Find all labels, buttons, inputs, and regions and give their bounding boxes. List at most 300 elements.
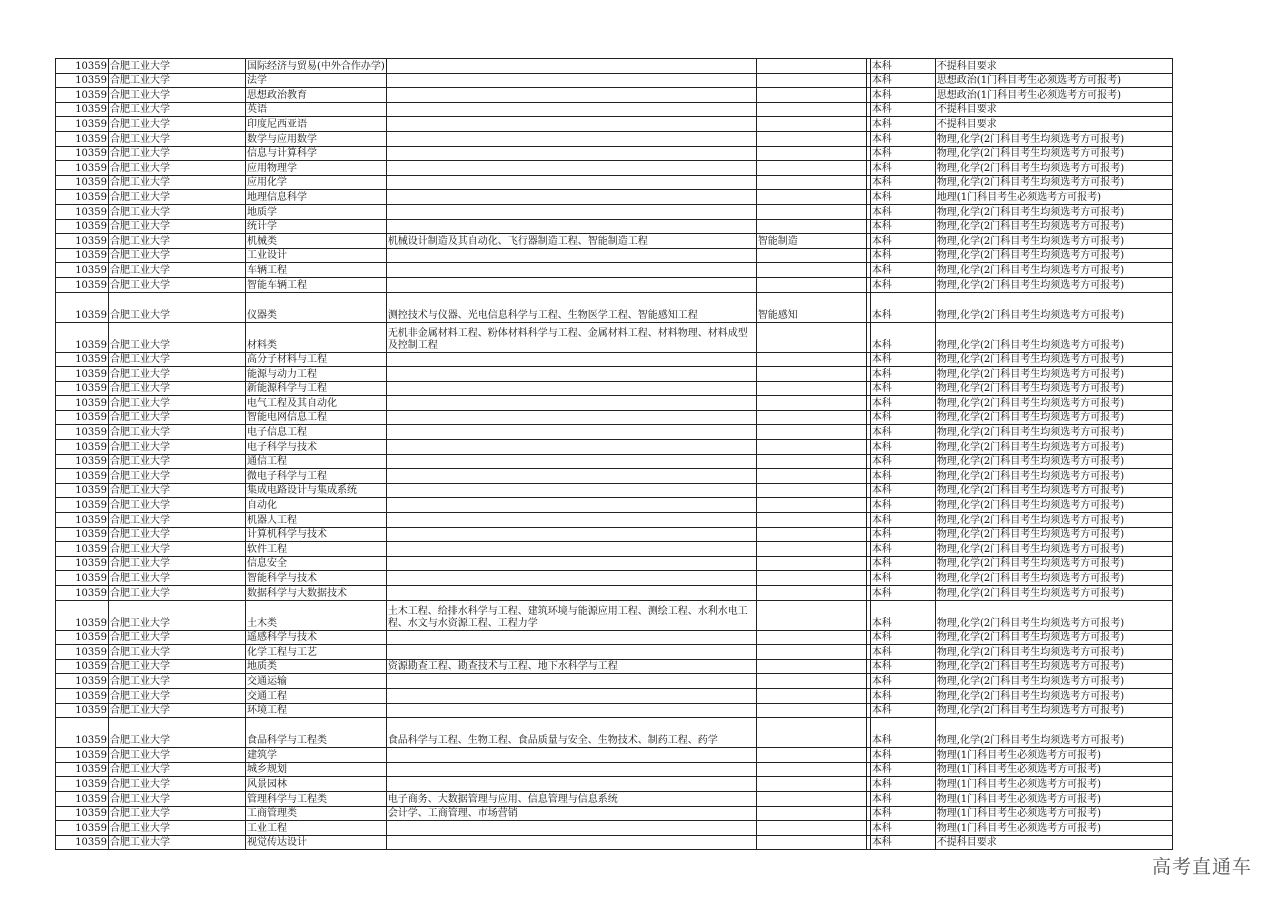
included-majors-cell: 会计学、工商管理、市场营销 xyxy=(386,806,756,821)
school-code-cell: 10359 xyxy=(56,542,109,557)
table-row xyxy=(56,204,1173,219)
level-cell: 本科 xyxy=(870,762,935,777)
subject-requirement-cell: 物理,化学(2门科目考生均须选考方可报考) xyxy=(935,367,1172,382)
included-majors-cell xyxy=(386,688,756,703)
table-row xyxy=(56,645,1173,660)
included-majors-cell: 无机非金属材料工程、粉体材料科学与工程、金属材料工程、材料物理、材料成型及控制工程 xyxy=(386,322,756,352)
experimental-class-cell xyxy=(756,410,866,425)
level-cell: 本科 xyxy=(870,748,935,763)
school-name-cell: 合肥工业大学 xyxy=(109,527,246,542)
school-code-cell: 10359 xyxy=(56,367,109,382)
experimental-class-cell xyxy=(756,703,866,718)
school-code-cell: 10359 xyxy=(56,352,109,367)
table-row xyxy=(56,367,1173,382)
major-name-cell: 应用物理学 xyxy=(246,161,387,176)
school-name-cell: 合肥工业大学 xyxy=(109,59,246,74)
school-name-cell: 合肥工业大学 xyxy=(109,161,246,176)
major-name-cell: 微电子科学与工程 xyxy=(246,469,387,484)
experimental-class-cell: 智能感知 xyxy=(756,292,866,322)
experimental-class-cell xyxy=(756,425,866,440)
experimental-class-cell xyxy=(756,73,866,88)
school-name-cell: 合肥工业大学 xyxy=(109,440,246,455)
major-name-cell: 英语 xyxy=(246,102,387,117)
school-name-cell: 合肥工业大学 xyxy=(109,410,246,425)
table-row xyxy=(56,248,1173,263)
table-row xyxy=(56,396,1173,411)
school-name-cell: 合肥工业大学 xyxy=(109,248,246,263)
major-name-cell: 电子科学与技术 xyxy=(246,440,387,455)
table-row xyxy=(56,146,1173,161)
admission-requirements-table xyxy=(55,58,1173,850)
major-name-cell: 集成电路设计与集成系统 xyxy=(246,483,387,498)
school-name-cell: 合肥工业大学 xyxy=(109,102,246,117)
level-cell: 本科 xyxy=(870,175,935,190)
subject-requirement-cell: 物理,化学(2门科目考生均须选考方可报考) xyxy=(935,556,1172,571)
subject-requirement-cell: 物理,化学(2门科目考生均须选考方可报考) xyxy=(935,454,1172,469)
table-row xyxy=(56,542,1173,557)
table-row xyxy=(56,762,1173,777)
school-name-cell: 合肥工业大学 xyxy=(109,88,246,103)
experimental-class-cell xyxy=(756,821,866,836)
level-cell: 本科 xyxy=(870,674,935,689)
table-row xyxy=(56,59,1173,74)
level-cell: 本科 xyxy=(870,791,935,806)
school-code-cell: 10359 xyxy=(56,381,109,396)
major-name-cell: 数学与应用数学 xyxy=(246,131,387,146)
school-name-cell: 合肥工业大学 xyxy=(109,322,246,352)
subject-requirement-cell: 物理,化学(2门科目考生均须选考方可报考) xyxy=(935,352,1172,367)
included-majors-cell xyxy=(386,542,756,557)
experimental-class-cell xyxy=(756,204,866,219)
table-body xyxy=(56,59,1173,850)
included-majors-cell xyxy=(386,161,756,176)
included-majors-cell xyxy=(386,454,756,469)
subject-requirement-cell: 物理(1门科目考生必须选考方可报考) xyxy=(935,762,1172,777)
table-row xyxy=(56,219,1173,234)
table-row xyxy=(56,322,1173,352)
level-cell: 本科 xyxy=(870,248,935,263)
major-name-cell: 机器人工程 xyxy=(246,513,387,528)
subject-requirement-cell: 物理,化学(2门科目考生均须选考方可报考) xyxy=(935,131,1172,146)
school-name-cell: 合肥工业大学 xyxy=(109,483,246,498)
included-majors-cell: 电子商务、大数据管理与应用、信息管理与信息系统 xyxy=(386,791,756,806)
school-name-cell: 合肥工业大学 xyxy=(109,263,246,278)
table-row xyxy=(56,469,1173,484)
school-name-cell: 合肥工业大学 xyxy=(109,175,246,190)
included-majors-cell xyxy=(386,440,756,455)
level-cell: 本科 xyxy=(870,102,935,117)
subject-requirement-cell: 物理,化学(2门科目考生均须选考方可报考) xyxy=(935,586,1172,601)
level-cell: 本科 xyxy=(870,292,935,322)
experimental-class-cell xyxy=(756,59,866,74)
school-name-cell: 合肥工业大学 xyxy=(109,381,246,396)
table-row xyxy=(56,600,1173,630)
school-name-cell: 合肥工业大学 xyxy=(109,791,246,806)
watermark-logo: 高考直通车 xyxy=(1151,856,1252,878)
included-majors-cell xyxy=(386,175,756,190)
experimental-class-cell xyxy=(756,688,866,703)
school-name-cell: 合肥工业大学 xyxy=(109,219,246,234)
subject-requirement-cell: 不提科目要求 xyxy=(935,117,1172,132)
school-code-cell: 10359 xyxy=(56,556,109,571)
major-name-cell: 车辆工程 xyxy=(246,263,387,278)
included-majors-cell xyxy=(386,73,756,88)
school-code-cell: 10359 xyxy=(56,688,109,703)
major-name-cell: 环境工程 xyxy=(246,703,387,718)
subject-requirement-cell: 物理,化学(2门科目考生均须选考方可报考) xyxy=(935,542,1172,557)
included-majors-cell xyxy=(386,821,756,836)
included-majors-cell xyxy=(386,102,756,117)
level-cell: 本科 xyxy=(870,821,935,836)
school-code-cell: 10359 xyxy=(56,718,109,748)
subject-requirement-cell: 物理,化学(2门科目考生均须选考方可报考) xyxy=(935,248,1172,263)
school-name-cell: 合肥工业大学 xyxy=(109,425,246,440)
level-cell: 本科 xyxy=(870,645,935,660)
subject-requirement-cell: 地理(1门科目考生必须选考方可报考) xyxy=(935,190,1172,205)
major-name-cell: 工业工程 xyxy=(246,821,387,836)
table-row xyxy=(56,277,1173,292)
school-code-cell: 10359 xyxy=(56,645,109,660)
table-row xyxy=(56,440,1173,455)
school-name-cell: 合肥工业大学 xyxy=(109,234,246,249)
experimental-class-cell xyxy=(756,527,866,542)
major-name-cell: 机械类 xyxy=(246,234,387,249)
major-name-cell: 自动化 xyxy=(246,498,387,513)
major-name-cell: 遥感科学与技术 xyxy=(246,630,387,645)
subject-requirement-cell: 物理,化学(2门科目考生均须选考方可报考) xyxy=(935,204,1172,219)
experimental-class-cell xyxy=(756,674,866,689)
included-majors-cell xyxy=(386,131,756,146)
major-name-cell: 信息安全 xyxy=(246,556,387,571)
level-cell: 本科 xyxy=(870,410,935,425)
table-row xyxy=(56,498,1173,513)
school-name-cell: 合肥工业大学 xyxy=(109,277,246,292)
experimental-class-cell xyxy=(756,440,866,455)
experimental-class-cell xyxy=(756,175,866,190)
level-cell: 本科 xyxy=(870,513,935,528)
school-name-cell: 合肥工业大学 xyxy=(109,703,246,718)
experimental-class-cell xyxy=(756,571,866,586)
included-majors-cell xyxy=(386,219,756,234)
school-code-cell: 10359 xyxy=(56,102,109,117)
school-code-cell: 10359 xyxy=(56,762,109,777)
included-majors-cell xyxy=(386,748,756,763)
major-name-cell: 计算机科学与技术 xyxy=(246,527,387,542)
subject-requirement-cell: 物理,化学(2门科目考生均须选考方可报考) xyxy=(935,513,1172,528)
subject-requirement-cell: 物理(1门科目考生必须选考方可报考) xyxy=(935,791,1172,806)
school-code-cell: 10359 xyxy=(56,175,109,190)
subject-requirement-cell: 物理,化学(2门科目考生均须选考方可报考) xyxy=(935,645,1172,660)
school-name-cell: 合肥工业大学 xyxy=(109,835,246,850)
school-code-cell: 10359 xyxy=(56,821,109,836)
experimental-class-cell xyxy=(756,102,866,117)
experimental-class-cell xyxy=(756,762,866,777)
school-name-cell: 合肥工业大学 xyxy=(109,821,246,836)
school-name-cell: 合肥工业大学 xyxy=(109,454,246,469)
school-name-cell: 合肥工业大学 xyxy=(109,131,246,146)
subject-requirement-cell: 物理,化学(2门科目考生均须选考方可报考) xyxy=(935,483,1172,498)
included-majors-cell xyxy=(386,645,756,660)
level-cell: 本科 xyxy=(870,131,935,146)
included-majors-cell xyxy=(386,367,756,382)
school-name-cell: 合肥工业大学 xyxy=(109,190,246,205)
level-cell: 本科 xyxy=(870,263,935,278)
experimental-class-cell xyxy=(756,190,866,205)
level-cell: 本科 xyxy=(870,322,935,352)
included-majors-cell xyxy=(386,117,756,132)
experimental-class-cell xyxy=(756,161,866,176)
included-majors-cell xyxy=(386,674,756,689)
subject-requirement-cell: 物理,化学(2门科目考生均须选考方可报考) xyxy=(935,322,1172,352)
major-name-cell: 城乡规划 xyxy=(246,762,387,777)
table-row xyxy=(56,821,1173,836)
level-cell: 本科 xyxy=(870,88,935,103)
major-name-cell: 交通运输 xyxy=(246,674,387,689)
experimental-class-cell xyxy=(756,542,866,557)
experimental-class-cell xyxy=(756,806,866,821)
major-name-cell: 智能电网信息工程 xyxy=(246,410,387,425)
school-code-cell: 10359 xyxy=(56,454,109,469)
major-name-cell: 应用化学 xyxy=(246,175,387,190)
experimental-class-cell xyxy=(756,131,866,146)
subject-requirement-cell: 物理,化学(2门科目考生均须选考方可报考) xyxy=(935,600,1172,630)
table-row xyxy=(56,556,1173,571)
level-cell: 本科 xyxy=(870,542,935,557)
level-cell: 本科 xyxy=(870,718,935,748)
included-majors-cell: 测控技术与仪器、光电信息科学与工程、生物医学工程、智能感知工程 xyxy=(386,292,756,322)
level-cell: 本科 xyxy=(870,469,935,484)
subject-requirement-cell: 不提科目要求 xyxy=(935,835,1172,850)
subject-requirement-cell: 物理,化学(2门科目考生均须选考方可报考) xyxy=(935,688,1172,703)
school-name-cell: 合肥工业大学 xyxy=(109,645,246,660)
major-name-cell: 建筑学 xyxy=(246,748,387,763)
level-cell: 本科 xyxy=(870,688,935,703)
subject-requirement-cell: 思想政治(1门科目考生必须选考方可报考) xyxy=(935,73,1172,88)
level-cell: 本科 xyxy=(870,396,935,411)
level-cell: 本科 xyxy=(870,219,935,234)
table-row xyxy=(56,483,1173,498)
level-cell: 本科 xyxy=(870,234,935,249)
experimental-class-cell xyxy=(756,454,866,469)
subject-requirement-cell: 物理,化学(2门科目考生均须选考方可报考) xyxy=(935,277,1172,292)
school-name-cell: 合肥工业大学 xyxy=(109,659,246,674)
table-row xyxy=(56,292,1173,322)
included-majors-cell xyxy=(386,571,756,586)
subject-requirement-cell: 物理,化学(2门科目考生均须选考方可报考) xyxy=(935,425,1172,440)
major-name-cell: 地质类 xyxy=(246,659,387,674)
major-name-cell: 管理科学与工程类 xyxy=(246,791,387,806)
school-code-cell: 10359 xyxy=(56,674,109,689)
table-row xyxy=(56,117,1173,132)
school-code-cell: 10359 xyxy=(56,791,109,806)
level-cell: 本科 xyxy=(870,498,935,513)
school-name-cell: 合肥工业大学 xyxy=(109,352,246,367)
experimental-class-cell xyxy=(756,248,866,263)
school-code-cell: 10359 xyxy=(56,117,109,132)
table-row xyxy=(56,835,1173,850)
table-row xyxy=(56,102,1173,117)
level-cell: 本科 xyxy=(870,659,935,674)
subject-requirement-cell: 物理,化学(2门科目考生均须选考方可报考) xyxy=(935,292,1172,322)
major-name-cell: 新能源科学与工程 xyxy=(246,381,387,396)
subject-requirement-cell: 物理,化学(2门科目考生均须选考方可报考) xyxy=(935,146,1172,161)
major-name-cell: 信息与计算科学 xyxy=(246,146,387,161)
subject-requirement-cell: 物理,化学(2门科目考生均须选考方可报考) xyxy=(935,263,1172,278)
experimental-class-cell xyxy=(756,791,866,806)
major-name-cell: 地质学 xyxy=(246,204,387,219)
school-name-cell: 合肥工业大学 xyxy=(109,73,246,88)
school-name-cell: 合肥工业大学 xyxy=(109,688,246,703)
school-code-cell: 10359 xyxy=(56,292,109,322)
school-name-cell: 合肥工业大学 xyxy=(109,556,246,571)
experimental-class-cell xyxy=(756,117,866,132)
table-row xyxy=(56,381,1173,396)
school-code-cell: 10359 xyxy=(56,277,109,292)
school-name-cell: 合肥工业大学 xyxy=(109,600,246,630)
major-name-cell: 土木类 xyxy=(246,600,387,630)
experimental-class-cell xyxy=(756,469,866,484)
experimental-class-cell xyxy=(756,556,866,571)
school-code-cell: 10359 xyxy=(56,73,109,88)
included-majors-cell xyxy=(386,396,756,411)
experimental-class-cell: 智能制造 xyxy=(756,234,866,249)
experimental-class-cell xyxy=(756,748,866,763)
table-row xyxy=(56,190,1173,205)
experimental-class-cell xyxy=(756,277,866,292)
table-row xyxy=(56,527,1173,542)
school-name-cell: 合肥工业大学 xyxy=(109,498,246,513)
school-name-cell: 合肥工业大学 xyxy=(109,748,246,763)
school-code-cell: 10359 xyxy=(56,248,109,263)
school-code-cell: 10359 xyxy=(56,498,109,513)
included-majors-cell xyxy=(386,469,756,484)
subject-requirement-cell: 物理(1门科目考生必须选考方可报考) xyxy=(935,748,1172,763)
experimental-class-cell xyxy=(756,322,866,352)
table-row xyxy=(56,688,1173,703)
subject-requirement-cell: 物理,化学(2门科目考生均须选考方可报考) xyxy=(935,674,1172,689)
table-row xyxy=(56,791,1173,806)
table-row xyxy=(56,513,1173,528)
experimental-class-cell xyxy=(756,718,866,748)
experimental-class-cell xyxy=(756,483,866,498)
school-code-cell: 10359 xyxy=(56,234,109,249)
level-cell: 本科 xyxy=(870,835,935,850)
school-name-cell: 合肥工业大学 xyxy=(109,117,246,132)
included-majors-cell xyxy=(386,777,756,792)
school-name-cell: 合肥工业大学 xyxy=(109,146,246,161)
experimental-class-cell xyxy=(756,586,866,601)
experimental-class-cell xyxy=(756,645,866,660)
included-majors-cell xyxy=(386,498,756,513)
level-cell: 本科 xyxy=(870,190,935,205)
school-name-cell: 合肥工业大学 xyxy=(109,292,246,322)
included-majors-cell xyxy=(386,630,756,645)
table-row xyxy=(56,571,1173,586)
level-cell: 本科 xyxy=(870,440,935,455)
major-name-cell: 软件工程 xyxy=(246,542,387,557)
major-name-cell: 智能车辆工程 xyxy=(246,277,387,292)
level-cell: 本科 xyxy=(870,600,935,630)
school-code-cell: 10359 xyxy=(56,410,109,425)
school-name-cell: 合肥工业大学 xyxy=(109,777,246,792)
included-majors-cell xyxy=(386,248,756,263)
school-name-cell: 合肥工业大学 xyxy=(109,542,246,557)
school-code-cell: 10359 xyxy=(56,88,109,103)
level-cell: 本科 xyxy=(870,117,935,132)
experimental-class-cell xyxy=(756,352,866,367)
school-code-cell: 10359 xyxy=(56,630,109,645)
included-majors-cell xyxy=(386,146,756,161)
school-code-cell: 10359 xyxy=(56,204,109,219)
subject-requirement-cell: 物理(1门科目考生必须选考方可报考) xyxy=(935,806,1172,821)
school-code-cell: 10359 xyxy=(56,219,109,234)
table-row xyxy=(56,674,1173,689)
school-code-cell: 10359 xyxy=(56,146,109,161)
level-cell: 本科 xyxy=(870,59,935,74)
subject-requirement-cell: 物理,化学(2门科目考生均须选考方可报考) xyxy=(935,630,1172,645)
major-name-cell: 印度尼西亚语 xyxy=(246,117,387,132)
table-row xyxy=(56,703,1173,718)
table-row xyxy=(56,73,1173,88)
subject-requirement-cell: 物理,化学(2门科目考生均须选考方可报考) xyxy=(935,718,1172,748)
level-cell: 本科 xyxy=(870,204,935,219)
experimental-class-cell xyxy=(756,777,866,792)
major-name-cell: 电气工程及其自动化 xyxy=(246,396,387,411)
school-name-cell: 合肥工业大学 xyxy=(109,718,246,748)
level-cell: 本科 xyxy=(870,367,935,382)
school-code-cell: 10359 xyxy=(56,131,109,146)
table-row xyxy=(56,586,1173,601)
major-name-cell: 地理信息科学 xyxy=(246,190,387,205)
school-code-cell: 10359 xyxy=(56,835,109,850)
table-row xyxy=(56,718,1173,748)
level-cell: 本科 xyxy=(870,571,935,586)
included-majors-cell xyxy=(386,835,756,850)
table-row xyxy=(56,806,1173,821)
subject-requirement-cell: 物理,化学(2门科目考生均须选考方可报考) xyxy=(935,469,1172,484)
level-cell: 本科 xyxy=(870,586,935,601)
major-name-cell: 视觉传达设计 xyxy=(246,835,387,850)
major-name-cell: 思想政治教育 xyxy=(246,88,387,103)
level-cell: 本科 xyxy=(870,352,935,367)
included-majors-cell: 资源勘查工程、勘查技术与工程、地下水科学与工程 xyxy=(386,659,756,674)
major-name-cell: 通信工程 xyxy=(246,454,387,469)
major-name-cell: 材料类 xyxy=(246,322,387,352)
major-name-cell: 交通工程 xyxy=(246,688,387,703)
subject-requirement-cell: 物理,化学(2门科目考生均须选考方可报考) xyxy=(935,161,1172,176)
major-name-cell: 风景园林 xyxy=(246,777,387,792)
school-name-cell: 合肥工业大学 xyxy=(109,513,246,528)
included-majors-cell xyxy=(386,703,756,718)
level-cell: 本科 xyxy=(870,556,935,571)
subject-requirement-cell: 思想政治(1门科目考生必须选考方可报考) xyxy=(935,88,1172,103)
school-code-cell: 10359 xyxy=(56,483,109,498)
included-majors-cell xyxy=(386,59,756,74)
subject-requirement-cell: 物理(1门科目考生必须选考方可报考) xyxy=(935,821,1172,836)
level-cell: 本科 xyxy=(870,527,935,542)
included-majors-cell xyxy=(386,352,756,367)
table-row xyxy=(56,410,1173,425)
included-majors-cell xyxy=(386,762,756,777)
school-name-cell: 合肥工业大学 xyxy=(109,630,246,645)
major-name-cell: 统计学 xyxy=(246,219,387,234)
experimental-class-cell xyxy=(756,88,866,103)
subject-requirement-cell: 物理,化学(2门科目考生均须选考方可报考) xyxy=(935,659,1172,674)
table-row xyxy=(56,748,1173,763)
school-code-cell: 10359 xyxy=(56,469,109,484)
table-row xyxy=(56,263,1173,278)
included-majors-cell xyxy=(386,410,756,425)
